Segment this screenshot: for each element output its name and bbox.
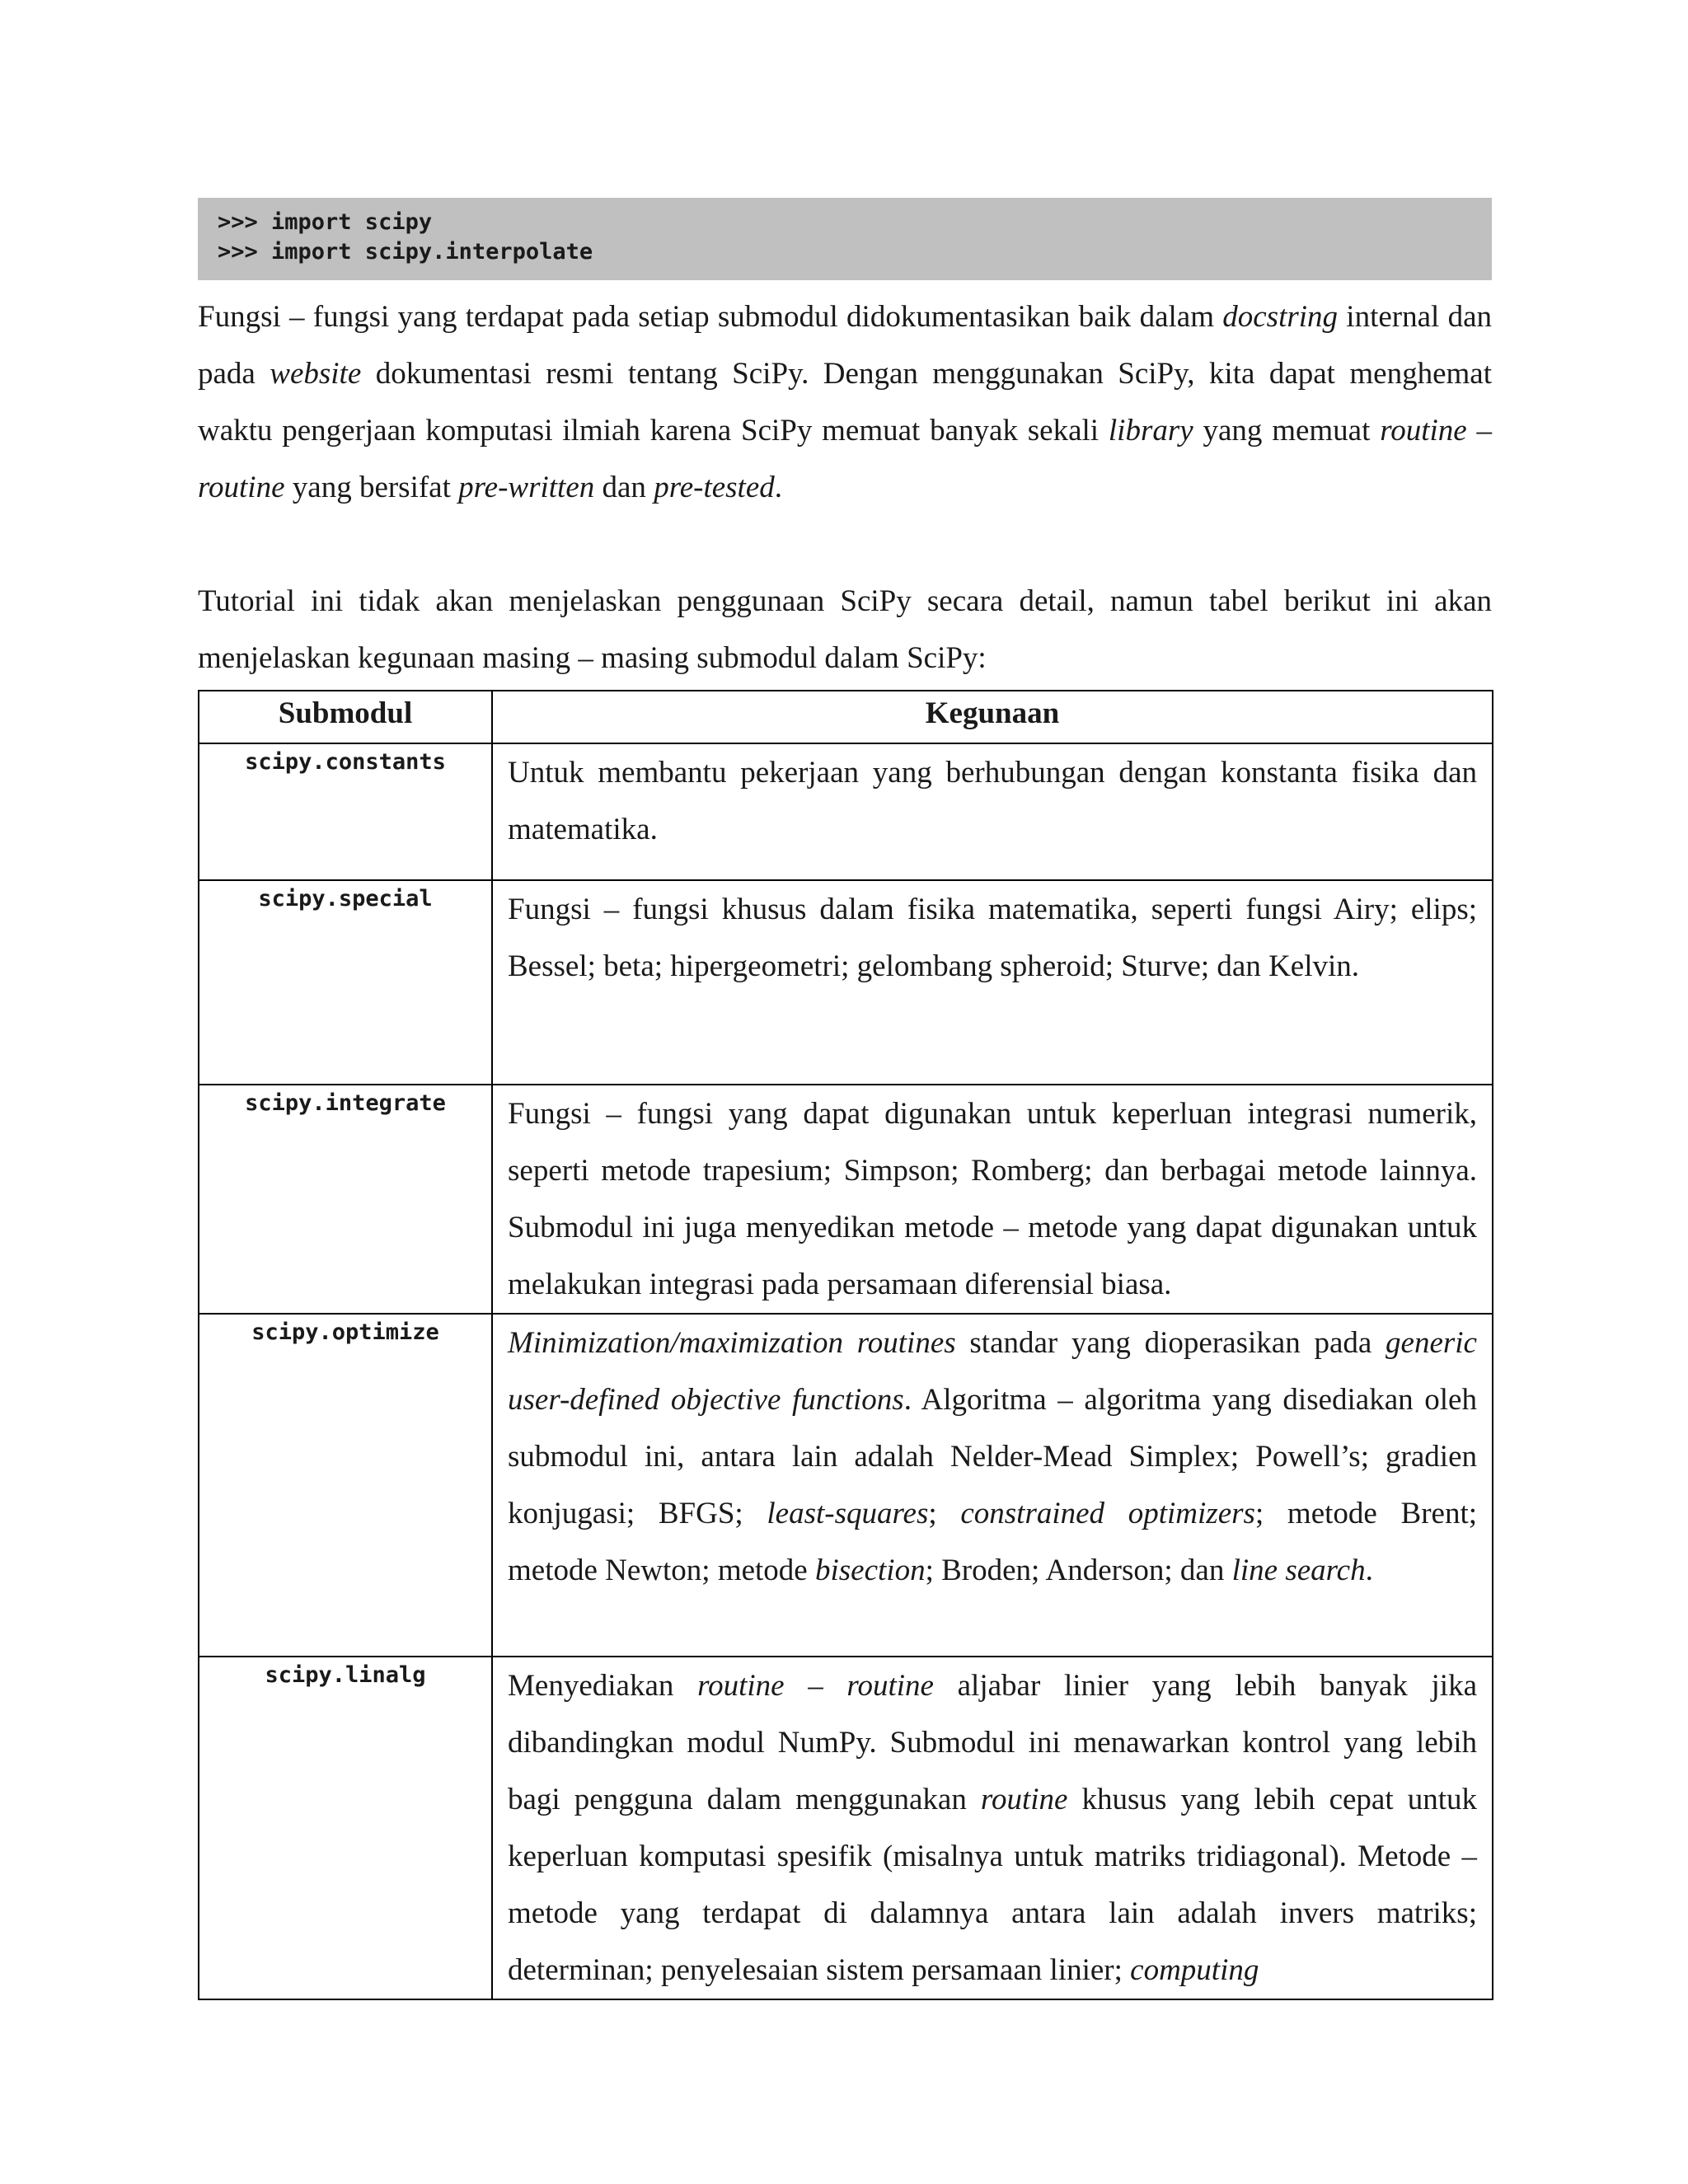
italic-term: bisection [814, 1554, 926, 1587]
intro-paragraph [198, 288, 1492, 516]
italic-term: routine – routine [697, 1669, 934, 1703]
submodule-name: scipy.optimize [199, 1314, 492, 1657]
code-block [198, 198, 1492, 280]
italic-term: pre-tested [654, 471, 775, 504]
header-submodul: Submodul [199, 691, 492, 743]
table-row [199, 1657, 1493, 1999]
submodule-description [492, 880, 1493, 1085]
italic-term: generic user-defined objective functions [508, 1326, 1477, 1417]
text-run: Fungsi – fungsi khusus dalam fisika matematika, seperti fungsi Airy; elips; Bessel; beta; hipergeometri; gelombang spheroid; Sturve; dan Kelvin. [508, 893, 1477, 983]
text-run: ; metode Brent; metode Newton; metode [508, 1497, 1478, 1587]
submodule-description [492, 1314, 1493, 1657]
table-intro-paragraph: Tutorial ini tidak akan menjelaskan penggunaan SciPy secara detail, namun tabel berikut ini akan menjelaskan kegunaan masing – masing submodul dalam SciPy: [198, 584, 1492, 675]
header-kegunaan: Kegunaan [492, 691, 1493, 743]
italic-term: library [1108, 414, 1193, 448]
submodule-name: scipy.constants [199, 743, 492, 880]
submodule-name: scipy.special [199, 880, 492, 1085]
table-header-row [199, 691, 1493, 743]
text-run: Fungsi – fungsi yang dapat digunakan untuk keperluan integrasi numerik, seperti metode trapesium; Simpson; Romberg; dan berbagai metode lainnya. Submodul ini juga menyedikan metode – metode yang dapat digunakan untuk melakukan integrasi pada persamaan diferensial biasa. [508, 1097, 1477, 1301]
table-row [199, 1085, 1493, 1314]
text-run: standar yang dioperasikan pada [955, 1326, 1386, 1360]
text-run: . [774, 471, 783, 504]
text-run: ; [928, 1497, 961, 1530]
text-run: yang memuat [1193, 414, 1381, 448]
text-run: yang bersifat [284, 471, 459, 504]
code-line: >>> import scipy [218, 209, 433, 235]
text-run: dokumentasi resmi tentang SciPy. Dengan menggunakan SciPy, kita dapat menghemat waktu pengerjaan komputasi ilmiah karena SciPy memuat banyak sekali [198, 357, 1492, 448]
submodule-name: scipy.integrate [199, 1085, 492, 1314]
italic-term: routine – routine [198, 414, 1492, 504]
table-row [199, 1314, 1493, 1657]
italic-term: routine [980, 1783, 1068, 1816]
text-run: . Algoritma – algoritma yang disediakan oleh submodul ini, antara lain adalah Nelder-Mead Simplex; Powell’s; gradien konjugasi; BFGS; [508, 1383, 1477, 1530]
text-run: Untuk membantu pekerjaan yang berhubungan dengan konstanta fisika dan matematika. [508, 756, 1477, 846]
submodule-description [492, 743, 1493, 880]
code-line: >>> import scipy.interpolate [218, 239, 593, 265]
text-run: dan [594, 471, 654, 504]
text-run: ; Broden; Anderson; dan [925, 1554, 1232, 1587]
text-run: Fungsi – fungsi yang terdapat pada setiap submodul didokumentasikan baik dalam [198, 300, 1223, 334]
submodule-description [492, 1657, 1493, 1999]
text-run: internal dan pada [198, 300, 1492, 391]
table-row [199, 743, 1493, 880]
italic-term: website [270, 357, 362, 391]
document-page [198, 198, 1492, 2000]
italic-term: computing [1130, 1953, 1259, 1987]
submodule-table [198, 690, 1493, 2000]
italic-term: constrained optimizers [960, 1497, 1255, 1530]
text-run: Menyediakan [508, 1669, 698, 1703]
text-run: aljabar linier yang lebih banyak jika dibandingkan modul NumPy. Submodul ini menawarkan kontrol yang lebih bagi pengguna dalam menggunakan [508, 1669, 1478, 1816]
table-row [199, 880, 1493, 1085]
text-run: khusus yang lebih cepat untuk keperluan komputasi spesifik (misalnya untuk matriks tridiagonal). Metode – metode yang terdapat di dalamnya antara lain adalah invers matriks; determinan; penyelesaian sistem persamaan linier; [508, 1783, 1477, 1987]
submodule-name: scipy.linalg [199, 1657, 492, 1999]
text-run: . [1365, 1554, 1373, 1587]
italic-term: least-squares [767, 1497, 929, 1530]
italic-term: line search [1231, 1554, 1366, 1587]
italic-term: docstring [1222, 300, 1339, 334]
submodule-description [492, 1085, 1493, 1314]
italic-term: Minimization/maximization routines [508, 1326, 956, 1360]
italic-term: pre-written [458, 471, 595, 504]
